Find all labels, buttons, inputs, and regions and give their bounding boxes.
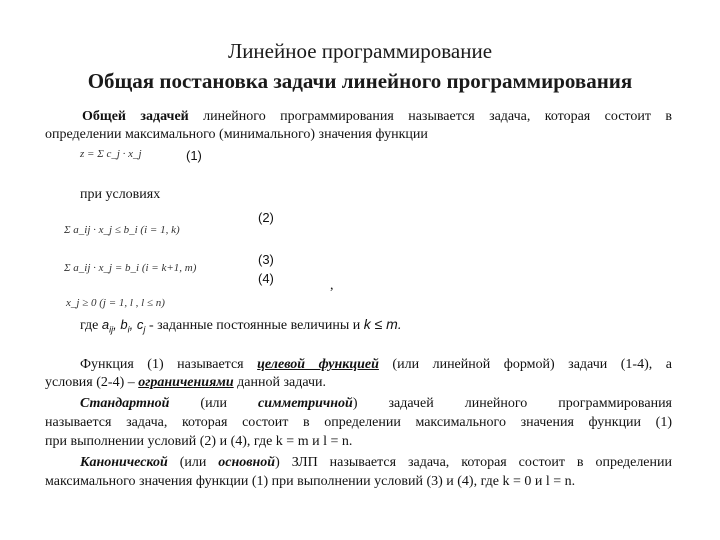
comma: , [330,278,334,293]
term-canonical: Канонической [80,455,168,470]
para2-line-2: называется задача, которая состоит в определении максимального значения функции (1) [45,415,672,430]
para3-line-1 [80,454,672,472]
where-prefix: где [80,318,99,333]
intro-line-1-text: линейного программирования называется задача, которая состоит в [203,109,672,124]
eq-number-4: (4) [258,271,274,286]
term-symmetric: симметричной [258,396,353,411]
para1-text-d: данной задачи. [237,375,327,390]
para3-line-2: максимального значения функции (1) при выполнении условий (3) и (4), где k = 0 и l = n. [45,474,576,489]
where-cond: k ≤ m. [363,316,402,332]
page-subtitle: Общая постановка задачи линейного программирования [87,69,633,93]
para1-text-a: Функция (1) называется [80,357,244,372]
objective-formula [80,148,142,160]
term-objective-function: целевой функцией [257,357,379,372]
constraint-formula-2: Σ a_ij · x_j ≤ b_i (i = 1, k) [64,224,180,236]
para3-text-a: (или [179,455,207,470]
constraint-formula-3: Σ a_ij · x_j = b_i (i = k+1, m) [64,262,197,274]
para1-text-b: (или линейной формой) задачи (1-4), а [392,357,672,372]
para2-line-1 [80,395,672,413]
para2-text-b: ) задачей линейного программирования [352,396,672,411]
term-standard: Стандартной [80,396,170,411]
para3-text-b: ) ЗЛП называется задача, которая состоит в определении [275,455,672,470]
intro-line-2: определении максимального (минимального) значения функции [45,127,428,142]
eq-number-1: (1) [186,148,202,163]
page-title: Линейное программирование [227,39,493,63]
term-constraints: ограничениями [138,375,234,390]
where-vars: $a_{ij}$, $b_i$, $c_j$ [101,317,146,335]
objective-formula-text: z = Σ c_j · x_j [80,148,142,160]
term-general-task: Общей задачей [82,109,189,124]
intro-line-1 [82,108,672,126]
para1-text-c: условия (2-4) – [45,375,135,390]
where-line [80,315,402,339]
constraint-formula-4: x_j ≥ 0 (j = 1, l , l ≤ n) [66,297,165,309]
eq-number-3: (3) [258,252,274,267]
eq-number-2: (2) [258,210,274,225]
para2-text-a: (или [200,396,228,411]
para2-line-3: при выполнении условий (2) и (4), где k = m и l = n. [45,434,353,449]
para1-line-2 [45,374,326,392]
where-text: - заданные постоянные величины и [148,318,361,333]
term-basic: основной [218,455,276,470]
para1-line-1 [80,356,672,374]
conditions-label: при условиях [80,187,161,202]
